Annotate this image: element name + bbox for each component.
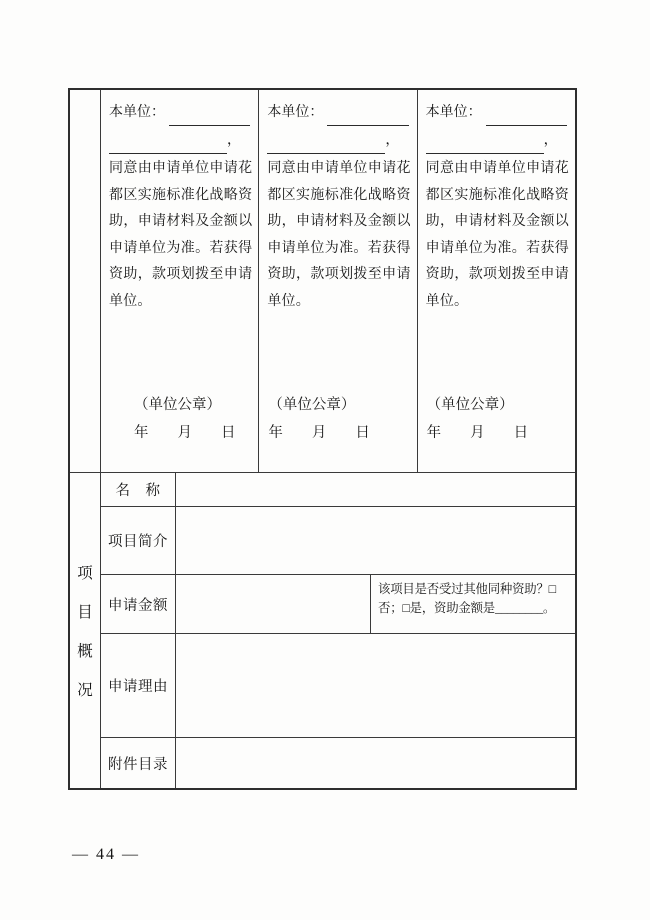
unit-name-line xyxy=(109,99,252,126)
unit-name-blank-line xyxy=(169,110,250,126)
vertical-label-char: 况 xyxy=(77,682,93,699)
approval-panel-3 xyxy=(418,90,575,472)
vertical-label-char: 概 xyxy=(77,643,93,660)
unit-prefix-label: 本单位： xyxy=(425,104,482,120)
unit-name-line xyxy=(426,99,569,126)
project-overview-vertical-label xyxy=(70,473,101,788)
vertical-label-char: 目 xyxy=(77,604,93,621)
table-row-application-amount xyxy=(101,574,575,633)
project-overview-section xyxy=(70,472,575,788)
unit-name-blank-line-2 xyxy=(109,138,227,154)
approval-declaration-section xyxy=(70,90,575,472)
row-label: 附件目录 xyxy=(101,738,176,788)
unit-name-continuation-line xyxy=(426,126,569,154)
approval-statement: 同意由申请单位申请花都区实施标准化战略资助，申请材料及金额以申请单位为准。若获得资助，款项划拨至申请单位。 xyxy=(267,161,411,309)
vertical-label-char: 项 xyxy=(77,565,93,582)
amount-value-area xyxy=(176,575,575,633)
date-label: 年 月 日 xyxy=(134,424,236,441)
unit-seal-label: （单位公章） xyxy=(134,397,221,413)
seal-and-date-block xyxy=(268,392,370,447)
comma-label: ， xyxy=(543,132,558,148)
project-overview-rows xyxy=(101,473,575,788)
unit-name-continuation-line xyxy=(267,126,410,154)
amount-blank-cell xyxy=(176,575,371,633)
unit-name-blank-line xyxy=(486,110,567,126)
seal-and-date-block xyxy=(134,392,236,447)
unit-name-blank-line-2 xyxy=(426,138,544,154)
unit-seal-label: （单位公章） xyxy=(268,397,356,413)
subsidy-application-form-table xyxy=(68,88,577,790)
left-gutter-cell xyxy=(70,90,101,472)
intro-value-cell xyxy=(176,507,575,574)
table-row-attachment-list xyxy=(101,737,575,788)
unit-name-blank-line-2 xyxy=(267,138,385,154)
unit-prefix-label: 本单位： xyxy=(109,104,165,120)
row-label: 名 称 xyxy=(101,473,176,506)
row-label: 项目简介 xyxy=(101,507,176,574)
unit-prefix-label: 本单位： xyxy=(267,104,324,120)
row-label: 申请理由 xyxy=(101,634,176,737)
approval-panel-2 xyxy=(259,90,417,472)
row-label: 申请金额 xyxy=(101,575,176,633)
date-label: 年 月 日 xyxy=(268,424,370,441)
approval-statement: 同意由申请单位申请花都区实施标准化战略资助，申请材料及金额以申请单位为准。若获得资助，款项划拨至申请单位。 xyxy=(425,161,569,309)
table-row-name xyxy=(101,473,575,506)
approval-panel-1 xyxy=(101,90,259,472)
comma-label: ， xyxy=(385,132,400,148)
attachment-value-cell xyxy=(176,738,575,788)
table-row-application-reason xyxy=(101,633,575,737)
unit-name-blank-line xyxy=(327,110,408,126)
seal-and-date-block xyxy=(427,392,529,447)
table-row-project-intro xyxy=(101,506,575,574)
unit-name-line xyxy=(267,99,410,126)
other-funding-question: 该项目是否受过其他同种资助？□否；□是，资助金额是________。 xyxy=(378,582,556,615)
unit-seal-label: （单位公章） xyxy=(426,397,514,413)
name-value-cell xyxy=(176,473,575,506)
comma-label: ， xyxy=(227,132,241,148)
reason-value-cell xyxy=(176,634,575,737)
page-number: — 44 — xyxy=(72,846,140,863)
unit-name-continuation-line xyxy=(109,126,252,154)
date-label: 年 月 日 xyxy=(426,424,529,441)
approval-statement: 同意由申请单位申请花都区实施标准化战略资助，申请材料及金额以申请单位为准。若获得资助，款项划拨至申请单位。 xyxy=(109,161,253,309)
